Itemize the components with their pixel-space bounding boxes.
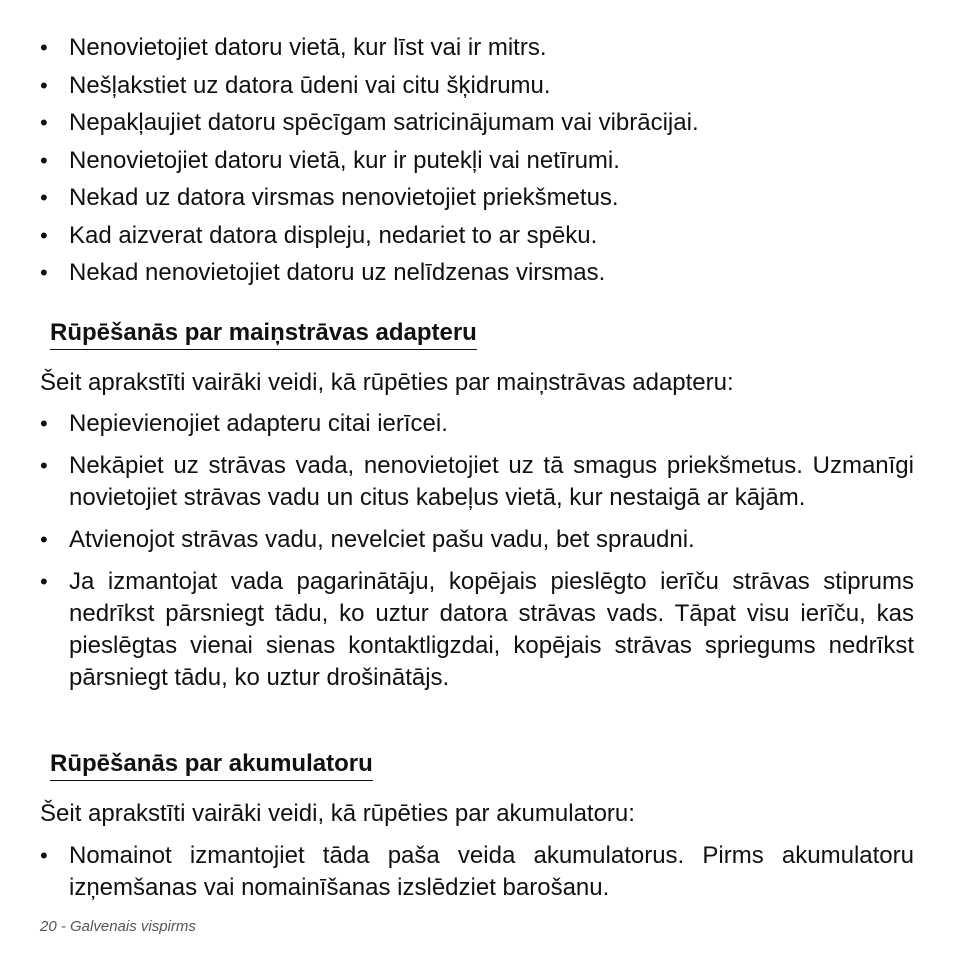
bullet: • <box>40 527 48 552</box>
list-item <box>40 107 914 139</box>
bullet: • <box>40 843 48 868</box>
list-item <box>40 566 914 694</box>
bullet: • <box>40 411 48 436</box>
ac-adapter-list <box>40 408 914 704</box>
precautions-list <box>40 32 914 295</box>
bullet: • <box>40 72 48 98</box>
bullet: • <box>40 453 48 478</box>
list-item <box>40 450 914 514</box>
list-item <box>40 524 914 556</box>
bullet: • <box>40 222 48 248</box>
battery-list <box>40 840 914 904</box>
list-item-text: Nekad uz datora virsmas nenovietojiet priekšmetus. <box>69 184 619 211</box>
page-footer: 20 - Galvenais vispirms <box>40 918 196 935</box>
bullet: • <box>40 35 48 60</box>
list-item-text: Nepievienojiet adapteru citai ierīcei. <box>69 410 448 437</box>
list-item <box>40 70 914 102</box>
list-item <box>40 408 914 440</box>
list-item <box>40 32 914 64</box>
bullet: • <box>40 260 48 285</box>
section-heading-battery: Rūpēšanās par akumulatoru <box>50 749 373 781</box>
bullet: • <box>40 110 48 135</box>
list-item-text: Nenovietojiet datoru vietā, kur līst vai ir mitrs. <box>69 34 547 61</box>
list-item-text: Atvienojot strāvas vadu, nevelciet pašu vadu, bet spraudni. <box>69 526 695 553</box>
list-item <box>40 145 914 177</box>
list-item-text: Nekāpiet uz strāvas vada, nenovietojiet uz tā smagus priekšmetus. Uzmanīgi novietojiet strāvas vadu un citus kabeļus vietā, kur nestaigā ar kājām. <box>69 452 914 511</box>
list-item-text: Nenovietojiet datoru vietā, kur ir putekļi vai netīrumi. <box>69 146 620 174</box>
section-intro-battery: Šeit aprakstīti vairāki veidi, kā rūpēties par akumulatoru: <box>40 800 635 827</box>
bullet: • <box>40 185 48 210</box>
bullet: • <box>40 569 48 594</box>
section-intro-ac-adapter: Šeit aprakstīti vairāki veidi, kā rūpēties par maiņstrāvas adapteru: <box>40 369 734 396</box>
list-item <box>40 182 914 214</box>
list-item <box>40 220 914 252</box>
list-item-text: Nepakļaujiet datoru spēcīgam satricinājumam vai vibrācijai. <box>69 109 699 136</box>
list-item <box>40 840 914 904</box>
list-item-text: Kad aizverat datora displeju, nedariet to ar spēku. <box>69 221 598 249</box>
list-item-text: Ja izmantojat vada pagarinātāju, kopējais pieslēgto ierīču strāvas stiprums nedrīkst pārsniegt tādu, ko uztur datora strāvas vads. Tāpat visu ierīču, kas pieslēgtas vienai sienas kontaktligzdai, kopējais strāvas spriegums nedrīkst pārsniegt tādu, ko uztur drošinātājs. <box>69 568 914 691</box>
bullet: • <box>40 147 48 173</box>
section-heading-ac-adapter: Rūpēšanās par maiņstrāvas adapteru <box>50 318 477 350</box>
list-item <box>40 257 914 289</box>
list-item-text: Nomainot izmantojiet tāda paša veida akumulatorus. Pirms akumulatoru izņemšanas vai nomainīšanas izslēdziet barošanu. <box>69 842 914 901</box>
list-item-text: Nekad nenovietojiet datoru uz nelīdzenas virsmas. <box>69 259 606 286</box>
list-item-text: Nešļakstiet uz datora ūdeni vai citu šķidrumu. <box>69 71 551 99</box>
